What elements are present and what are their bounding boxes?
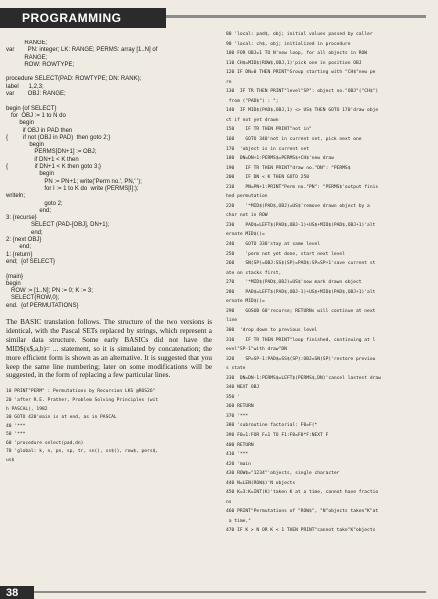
section-header-bar (0, 8, 166, 28)
left-column (6, 40, 220, 580)
header-rule (166, 15, 426, 18)
pascal-listing: RANGE; var PN: integer; LK: RANGE; PERMS: array [1..N] of RANGE; ROW: ROWTYPE; procedure SELECT(PAD: ROWTYPE; DN: RANK); label 1,2,3; var OBJ: RANGE; begin {of SELECT} for OBJ := 1 to N do begin if OBJ in PAD then { if not (OBJ in PAD) then goto 2;} begin PERMS[DN+1] := OBJ; if DN+1 < K then { if DN+1 < K then goto 3;} begin PN := PN+1; write('Perm no.', PN,' '); for I := 1 to K do write (PERMS[I]:); writeln; goto 2; end; 3: {recurse} SELECT (PAD-[OBJ], DN+1); end; 2: {next OBJ} end; 1: {return} end; {of SELECT} {main} begin ROW := [1..N]; PN := 0; K := 3; SELECT(ROW,0); end. {of PERMUTATIONS} (6, 40, 158, 309)
page-number: 38 (6, 586, 19, 599)
basic-listing-right: 80 'local: pad$, obj; initial values passed by caller 90 'local: ch$, obj; initialized in procedure 100 FOR OBJ=1 TO N'new loop, for all objects in ROW 110 CH$=MID$(ROW$,OBJ,1)'pick one in position OBJ 120 IF DN=0 THEN PRINT"Group starting with "CH$"new pe re 130 IF TR THEN PRINT"level"SP": object no."OBJ"("CH$") from ("PAD$") : "; 140 IF MID$(PAD$,OBJ,1) <> US$ THEN GOTO 170'draw obje ct if not yet drawn 150 IF TR THEN PRINT"not in" 160 GOTO 340'not in current set, pick next one 170 'object is in current set 180 DN=DN+1:PERMS$=PERMS$+CH$'new draw 190 IF TR THEN PRINT"draw no."DN": "PERMS$ 200 IF DN < K THEN GOTO 250 210 PN=PN+1:PRINT"Perm no."PN": "PERMS$'output finis hed permutation 220 '*MID$(PAD$,OBJ)=US$'remove drawn object by a char not in ROW 230 PAD$=LEFT$(PAD$,OBJ-1)+US$+MID$(PAD$,OBJ+1)'alt ernate MID$()= 240 GOTO 330'stay at same level 250 'perm not yet done, start next level 260 SN(SP)=OBJ:SS$(SP)=PAD$:SP=SP+1'save current st ate on stacks first, 270 '*MID$(PAD$,OBJ)=US$'now mark drawn object 280 PAD$=LEFT$(PAD$,OBJ-1)+US$+MID$(PAD$,OBJ+1)'alt ernate MID$()= 290 GOSUB 60'recurse; RETURNs will continue at next line 300 'drop down to previous level 310 IF TR THEN PRINT"loop finished, continuing at l evel"SP-1"with draw"DN 320 SP=SP-1:PAD$=SS$(SP):OBJ=SN(SP)'restore previou s state 330 DN=DN-1:PERMS$=LEFT$(PERMS$,DN)'cancel lastest draw 340 NEXT OBJ 350 ' 360 RETURN 370 '*** 380 'subroutine factorial: F0=F(* 390 F0=1:FOR F=1 TO F1:F0=F0*F:NEXT F 400 RETURN 410 '*** 420 'main 430 ROW$="1234"'objects, single character 440 N=LEN(ROW$)'N objects 450 K=3:K=INT(K)'taken K at a time, cannot have fractio ns 460 PRINT"Permutations of "ROW$", "N"objects taken"K"at a time," 470 IF K > N OR K < 1 THEN PRINT"cannot take"K"objects (226, 32, 381, 534)
basic-listing-left: 10 PRINT"PERM" : Permutations by Recursion LKS @ROS26" 20 'after R.E. Prather, Problem Solving Principles (wit h PASCAL), 1982 30 GOTO 420'main is at end, as in PASCAL 40 '*** 50 '*** 60 'procedure select(pad,dn) 70 'global: k, n, pn, sp, tr, sn(), ss$(), row$, pers$, us$ (6, 389, 159, 464)
page-number-box (0, 586, 34, 599)
article-paragraph: The BASIC translation follows. The structure of the two versions is identical, with the Pascal SETs replaced by strings, which represent a similar data structure. Some early BASICs did not have the MID$(x$,a,b)= ... statement, so it is simulated by concatenation; the more efficient form is shown as an alternative. It is suggested that you keep the same line numbering; later on some modifications will be suggested, in the form of replacing a few particular lines. (6, 317, 212, 380)
footer-rule (34, 591, 426, 593)
right-column (226, 30, 432, 586)
page-footer (0, 586, 438, 599)
section-title: PROGRAMMING (22, 11, 122, 25)
